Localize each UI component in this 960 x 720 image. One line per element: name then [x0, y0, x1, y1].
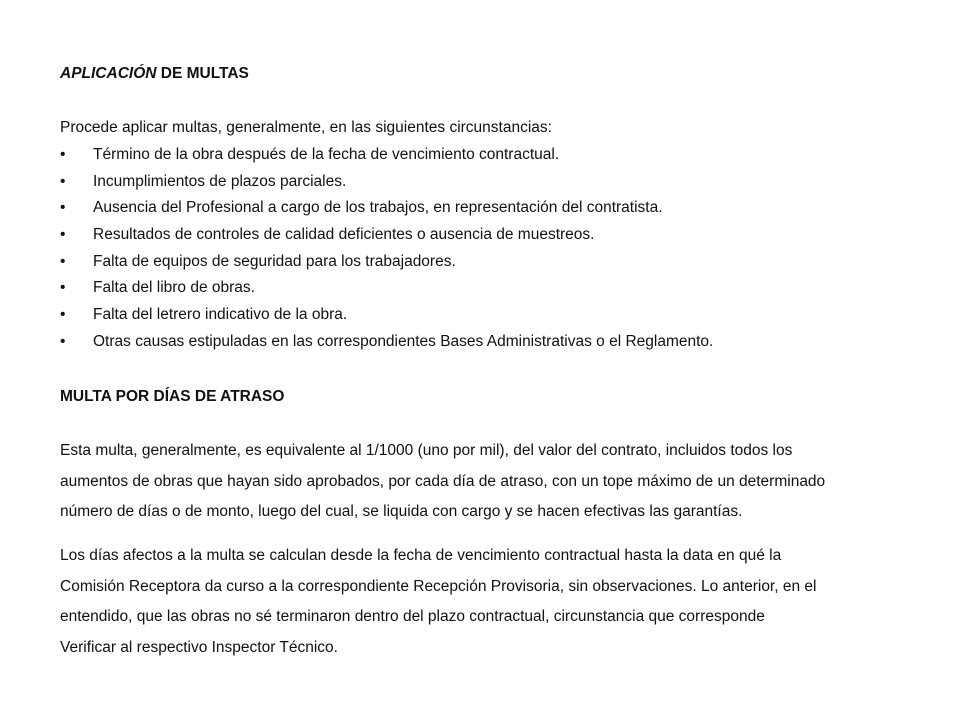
bullet-icon: • [60, 332, 66, 350]
list-item [60, 145, 920, 172]
bullet-icon: • [60, 226, 66, 244]
paragraph-line: Comisión Receptora da curso a la correspondiente Recepción Provisoria, sin observaciones. Lo anterior, en el [60, 577, 817, 595]
list-item-text: Incumplimientos de plazos parciales. [93, 172, 347, 190]
bullet-icon: • [60, 252, 66, 270]
section-heading-aplicacion [60, 64, 920, 84]
bullet-icon: • [60, 279, 66, 297]
bullet-icon: • [60, 172, 66, 190]
paragraph-line: Esta multa, generalmente, es equivalente al 1/1000 (uno por mil), del valor del contrato, incluidos todos los [60, 442, 793, 459]
list-item-text: Falta del letrero indicativo de la obra. [93, 306, 348, 324]
list-item [60, 305, 920, 332]
bullet-icon: • [60, 146, 66, 163]
list-item [60, 198, 920, 225]
paragraph-line: Verificar al respectivo Inspector Técnico. [60, 638, 338, 656]
list-item-text: Falta de equipos de seguridad para los trabajadores. [93, 252, 456, 270]
heading-rest-part: DE MULTAS [156, 65, 249, 82]
section-heading-multa-atraso: MULTA POR DÍAS DE ATRASO [60, 388, 285, 405]
list-item-text: Resultados de controles de calidad deficientes o ausencia de muestreos. [93, 226, 595, 244]
circumstances-list [60, 145, 920, 359]
paragraph-line: entendido, que las obras no sé terminaron dentro del plazo contractual, circunstancia que corresponde [60, 608, 765, 625]
list-item-text: Ausencia del Profesional a cargo de los trabajos, en representación del contratista. [93, 199, 663, 217]
paragraph-multa [60, 436, 920, 528]
list-item-text: Término de la obra después de la fecha de vencimiento contractual. [93, 146, 560, 163]
list-item-text: Falta del libro de obras. [93, 279, 255, 297]
paragraph-line: aumentos de obras que hayan sido aprobados, por cada día de atraso, con un tope máximo de un determinado [60, 472, 826, 490]
list-item [60, 278, 920, 305]
list-item-text: Otras causas estipuladas en las correspondientes Bases Administrativas o el Reglamento. [93, 332, 714, 350]
paragraph-line: Los días afectos a la multa se calculan desde la fecha de vencimiento contractual hasta la data en qué la [60, 547, 782, 564]
bullet-icon: • [60, 306, 66, 324]
bullet-icon: • [60, 199, 66, 217]
paragraph-line: número de días o de monto, luego del cual, se liquida con cargo y se hacen efectivas las garantías. [60, 503, 743, 520]
intro-paragraph: Procede aplicar multas, generalmente, en las siguientes circunstancias: [60, 119, 552, 136]
list-item [60, 252, 920, 279]
paragraph-dias-afectos [60, 541, 920, 663]
list-item [60, 332, 920, 359]
list-item [60, 225, 920, 252]
list-item [60, 172, 920, 199]
heading-italic-part: APLICACIÓN [60, 65, 157, 82]
